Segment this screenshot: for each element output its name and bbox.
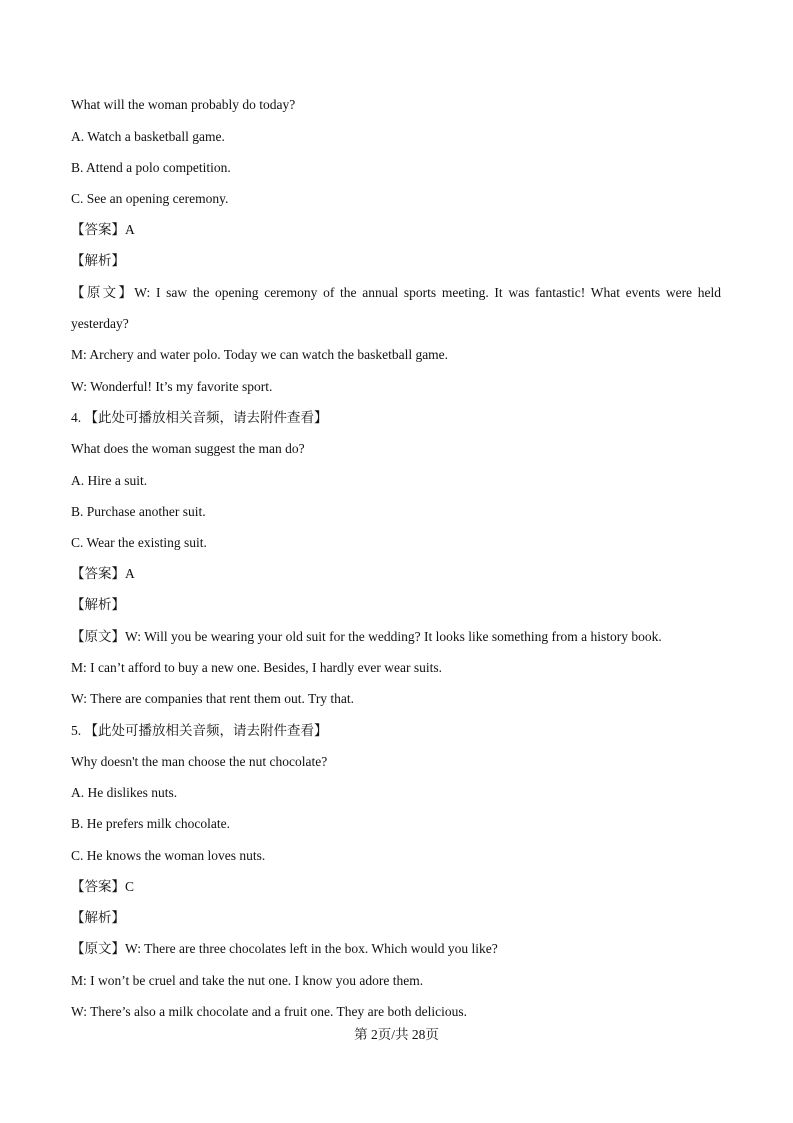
- q3-option-c: C. See an opening ceremony.: [71, 191, 229, 206]
- q3-transcript-line-4: W: Wonderful! It’s my favorite sport.: [71, 379, 273, 394]
- q3-answer: 【答案】A: [71, 222, 135, 237]
- q3-option-b: B. Attend a polo competition.: [71, 160, 231, 175]
- q3-option-a: A. Watch a basketball game.: [71, 129, 225, 144]
- q4-option-a: A. Hire a suit.: [71, 473, 148, 488]
- q4-option-b: B. Purchase another suit.: [71, 504, 206, 519]
- q4-analysis-label: 【解析】: [71, 597, 125, 612]
- q5-option-b: B. He prefers milk chocolate.: [71, 816, 230, 831]
- q5-answer: 【答案】C: [71, 879, 135, 894]
- q5-transcript-line-3: W: There’s also a milk chocolate and a fruit one. They are both delicious.: [71, 1004, 467, 1019]
- q4-transcript-line-1: 【原文】W: Will you be wearing your old suit for the wedding? It looks like something from a history book.: [71, 629, 662, 644]
- q5-analysis-label: 【解析】: [71, 910, 125, 925]
- q5-header: 5. 【此处可播放相关音频，请去附件查看】: [71, 723, 328, 738]
- q4-answer: 【答案】A: [71, 566, 135, 581]
- page-number-footer: 第 2页/共 28页: [354, 1027, 439, 1042]
- q4-transcript-line-2: M: I can’t afford to buy a new one. Besides, I hardly ever wear suits.: [71, 660, 443, 675]
- q3-transcript-line-3: M: Archery and water polo. Today we can watch the basketball game.: [71, 347, 449, 362]
- q5-option-c: C. He knows the woman loves nuts.: [71, 848, 266, 863]
- q3-transcript-line-2: yesterday?: [71, 316, 129, 331]
- q5-question: Why doesn't the man choose the nut chocolate?: [71, 754, 328, 769]
- q3-analysis-label: 【解析】: [71, 253, 125, 268]
- q4-option-c: C. Wear the existing suit.: [71, 535, 207, 550]
- q5-transcript-line-2: M: I won’t be cruel and take the nut one. I know you adore them.: [71, 973, 424, 988]
- q4-question: What does the woman suggest the man do?: [71, 441, 305, 456]
- q5-option-a: A. He dislikes nuts.: [71, 785, 178, 800]
- q3-question: What will the woman probably do today?: [71, 97, 296, 112]
- q5-transcript-line-1: 【原文】W: There are three chocolates left in the box. Which would you like?: [71, 941, 498, 956]
- q4-transcript-line-3: W: There are companies that rent them out. Try that.: [71, 691, 355, 706]
- q3-transcript-line-1: 【原文】W: I saw the opening ceremony of the annual sports meeting. It was fantastic! What events were held: [71, 285, 721, 300]
- q4-header: 4. 【此处可播放相关音频，请去附件查看】: [71, 410, 328, 425]
